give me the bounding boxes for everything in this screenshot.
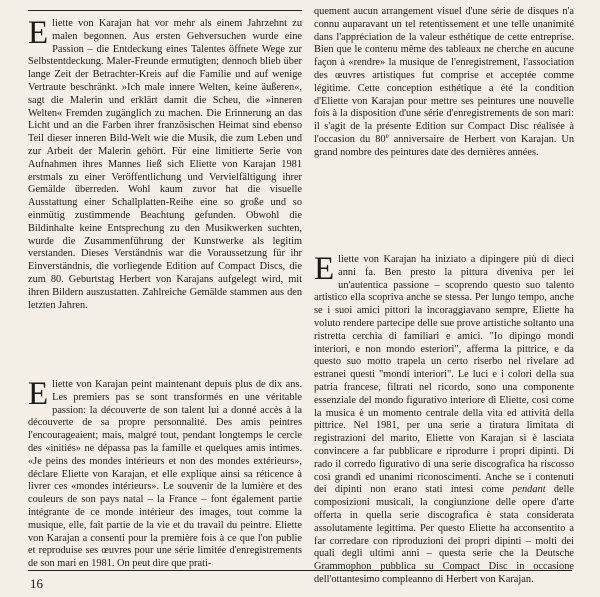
french-column-continued [314, 6, 574, 160]
german-text: liette von Karajan hat vor mehr als einem Jahrzehnt zu malen begonnen. Aus ersten Gehversuchen wurde eine Passion – die Entdeckung eines Talentes öffnete Wege zur Selbstentdeckung. Maler-Freunde ermutigten; dennoch blieb über lange Zeit der Betrachter-Kreis auf die Familie und auf wenige Vertraute beschränkt. »Ich male innere Welten, keine äußeren«, sagt die Malerin und erklärt damit die Scheu, die »inneren Welten« Fremden zugänglich zu machen. Die Erinnerung an das Licht und an die Farben ihrer französischen Heimat sind ebenso Teil dieser inneren Bild-Welt wie die Musik, die zum Leben und zur Arbeit der Malerin gehört. Für eine limitierte Serie von Aufnahmen ihres Mannes ließ sich Eliette von Karajan 1981 erstmals zu einer Veröffentlichung und Vervielfältigung ihrer Gemälde überreden. Wohl kaum zuvor hat die visuelle Ausstattung einer Schallplatten-Reihe eine so große und so einmütig zustimmende Beachtung gefunden. Obwohl die Bildinhalte keine Entsprechung zu den Musikwerken suchten, wurde die Zusammenführung der Kunstwerke als legitim verstanden. Dieses Verständnis war die Voraussetzung für ihr Einverständnis, die vorliegende Edition auf Compact Discs, die zum 80. Geburtstag Herbert von Karajans aufgelegt wird, mit ihren Bildern auszustatten. Zahlreiche Gemälde stammen aus den letzten Jahren. [28, 18, 302, 311]
italian-paragraph [314, 251, 574, 587]
german-dropcap: E [28, 15, 49, 51]
bottom-rule [28, 570, 572, 571]
french-superscript: e [385, 131, 389, 140]
italian-dropcap: E [314, 251, 335, 287]
german-column [28, 15, 302, 312]
page-number: 16 [30, 576, 43, 591]
french-text-continued: quement aucun arrangement visuel d'une série de disques n'a connu auparavant un tel retentissement et une telle unanimité dans l'appréciation de la valeur esthétique de cette entreprise. Bien que le contenu même des tableaux ne cherche en aucune façon à «rendre» la musique de l'enregistrement, l'association des œuvres artistiques fut comprise et acceptée comme légitime. Cette conception esthétique a été la condition d'Eliette von Karajan pour mettre ses peintures une nouvelle fois à la disposition d'une série d'enregistrements de son mari: il s'agit de la présente Edition sur Compact Disc réalisée à l'occasion du 80 [314, 6, 574, 145]
french-paragraph [28, 376, 302, 571]
french-dropcap: E [28, 376, 49, 412]
french-paragraph-continued [314, 6, 574, 160]
italian-text: liette von Karajan ha iniziato a dipingere più di dieci anni fa. Ben presto la pittura diveniva per lei un'autentica passione – scoprendo questo suo talento artistico ella scopriva anche se stessa. Per lungo tempo, anche se i suoi amici pittori la incoraggiavano sempre, Eliette ha voluto rendere partecipe delle sue prove artistiche soltanto una ristretta cerchia di familiari e amici. "Io dipingo mondi interiori, e non mondo esteriori", afferma la pittrice, e da questo suo motto trapela un certo riserbo nel rivelare ad estranei questi "mondi interiori". Le luci e i colori della sua patria francese, filtrati nel ricordo, sono una componente essenziale del mondo figurativo interiore di Eliette, così come la musica è un momento centrale della vita ed attività della pittrice. Nel 1981, per una serie a tiratura limitata di registrazioni del marito, Eliette von Karajan si è lasciata convincere a far pubblicare e riprodurre i propri dipinti. Di rado il corredo figurativo di una serie discografica ha riscosso così grandi ed unanimi riconoscimenti. Anche se i contenuti dei dipinti non erano stati intesi come [314, 254, 574, 496]
german-paragraph [28, 15, 302, 312]
italian-column [314, 251, 574, 587]
italian-text-end: delle composizioni musicali, la congiunzione delle opere d'arte offerta in quella serie discografica è stata considerata assolutamente legittima. Per questo Eliette ha acconsentito a far corredare con riproduzioni dei propri dipinti – molti dei quali degli ultimi anni – questa serie che la Deutsche Grammophon pubblica su Compact Disc in occasione dell'ottantesimo compleanno di Herbert von Karajan. [314, 484, 574, 585]
french-text-end: anniversaire de Herbert von Karajan. Un grand nombre des peintures date des dernières années. [314, 133, 574, 158]
italian-emphasis: pendant [512, 484, 546, 496]
french-column [28, 376, 302, 571]
top-rule [28, 10, 302, 11]
french-text: liette von Karajan peint maintenant depuis plus de dix ans. Les premiers pas se sont transformés en une véritable passion: la découverte de son talent lui a donné accès à la découverte de sa propre personnalité. Des amis peintres l'encourageaient; mais, malgré tout, pendant longtemps le cercle des «initiés» ne dépassa pas la famille et quelques amis intimes. «Je peins des mondes intérieurs et non des mondes extérieurs», déclare Eliette von Karajan, et elle explique ainsi sa réticence à livrer ces «mondes intérieurs». Le souvenir de la lumière et des couleurs de son pays natal – la France – font également partie intégrante de ce monde intérieur des images, tout comme la musique, elle, fait partie de la vie et du travail du peintre. Eliette von Karajan a consenti pour la première fois à ce que l'on publie et reproduise ses œuvres pour une série limitée d'enregistrements de son mari en 1981. On peut dire que prati- [28, 379, 302, 570]
